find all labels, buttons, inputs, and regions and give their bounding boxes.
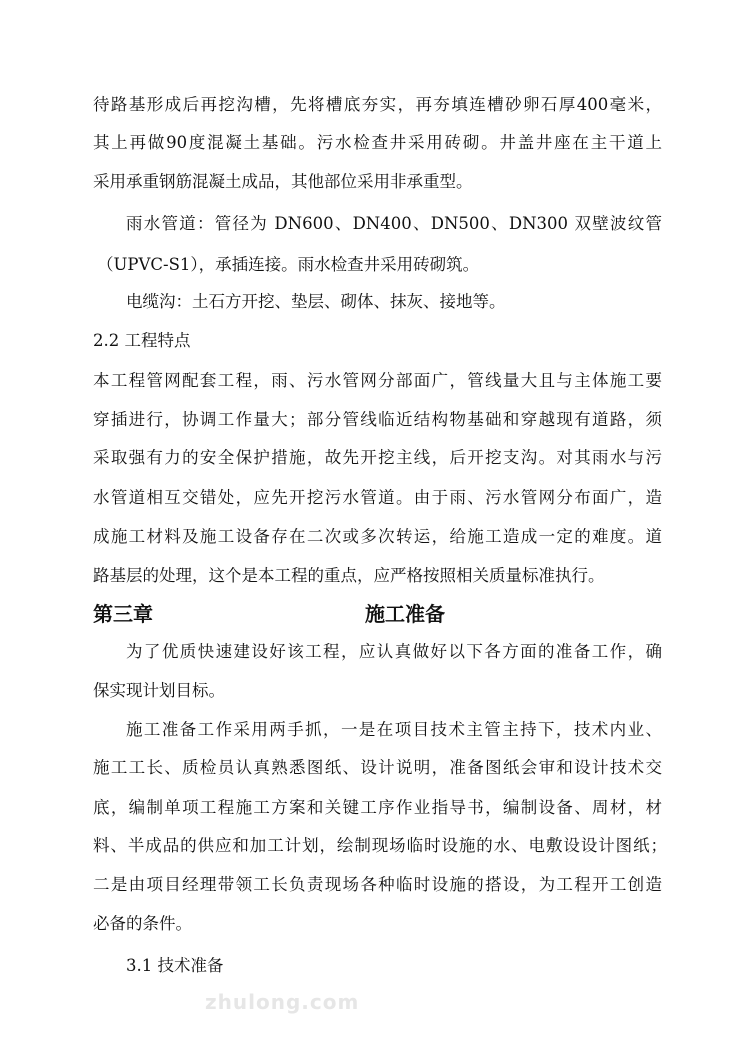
paragraph-line: 路基层的处理，这个是本工程的重点，应严格按照相关质量标准执行。 <box>93 566 605 585</box>
paragraph-line: （UPVC-S1），承插连接。雨水检查井采用砖砌筑。 <box>97 255 480 274</box>
paragraph-line: 穿插进行，协调工作量大；部分管线临近结构物基础和穿越现有道路，须 <box>93 410 662 429</box>
paragraph-line: 保实现计划目标。 <box>93 681 225 700</box>
paragraph-line: 本工程管网配套工程，雨、污水管网分部面广，管线量大且与主体施工要 <box>93 371 662 390</box>
paragraph-line: 电缆沟：土石方开挖、垫层、砌体、抹灰、接地等。 <box>126 292 506 311</box>
section-heading: 2.2 工程特点 <box>93 331 191 350</box>
paragraph-line: 必备的条件。 <box>93 914 192 933</box>
paragraph-line: 采用承重钢筋混凝土成品，其他部位采用非承重型。 <box>93 172 473 191</box>
section-heading: 3.1 技术准备 <box>126 956 224 975</box>
paragraph-line: 水管道相互交错处，应先开挖污水管道。由于雨、污水管网分布面广，造 <box>93 488 662 507</box>
paragraph-line: 成施工材料及施工设备存在二次或多次转运，给施工造成一定的难度。道 <box>93 527 662 546</box>
paragraph-line: 为了优质快速建设好该工程，应认真做好以下各方面的准备工作，确 <box>126 642 662 661</box>
paragraph-line: 二是由项目经理带领工长负责现场各种临时设施的搭设，为工程开工创造 <box>93 875 662 894</box>
paragraph-line: 采取强有力的安全保护措施，故先开挖主线，后开挖支沟。对其雨水与污 <box>93 448 662 467</box>
paragraph-line: 底，编制单项工程施工方案和关键工序作业指导书，编制设备、周材，材 <box>93 798 662 817</box>
paragraph-line: 施工准备工作采用两手抓，一是在项目技术主管主持下，技术内业、 <box>126 720 662 739</box>
paragraph-line: 料、半成品的供应和加工计划，绘制现场临时设施的水、电敷设设计图纸； <box>93 836 667 855</box>
paragraph-line: 雨水管道：管径为 DN600、DN400、DN500、DN300 双壁波纹管 <box>126 214 662 233</box>
watermark: zhulong.com <box>205 990 360 1014</box>
chapter-number: 第三章 <box>93 602 153 626</box>
chapter-title: 施工准备 <box>365 602 445 626</box>
paragraph-line: 施工工长、质检员认真熟悉图纸、设计说明，准备图纸会审和设计技术交 <box>93 758 662 777</box>
paragraph-line: 待路基形成后再挖沟槽，先将槽底夯实，再夯填连槽砂卵石厚400毫米， <box>93 95 662 114</box>
paragraph-line: 其上再做90度混凝土基础。污水检查井采用砖砌。井盖井座在主干道上 <box>93 133 662 152</box>
